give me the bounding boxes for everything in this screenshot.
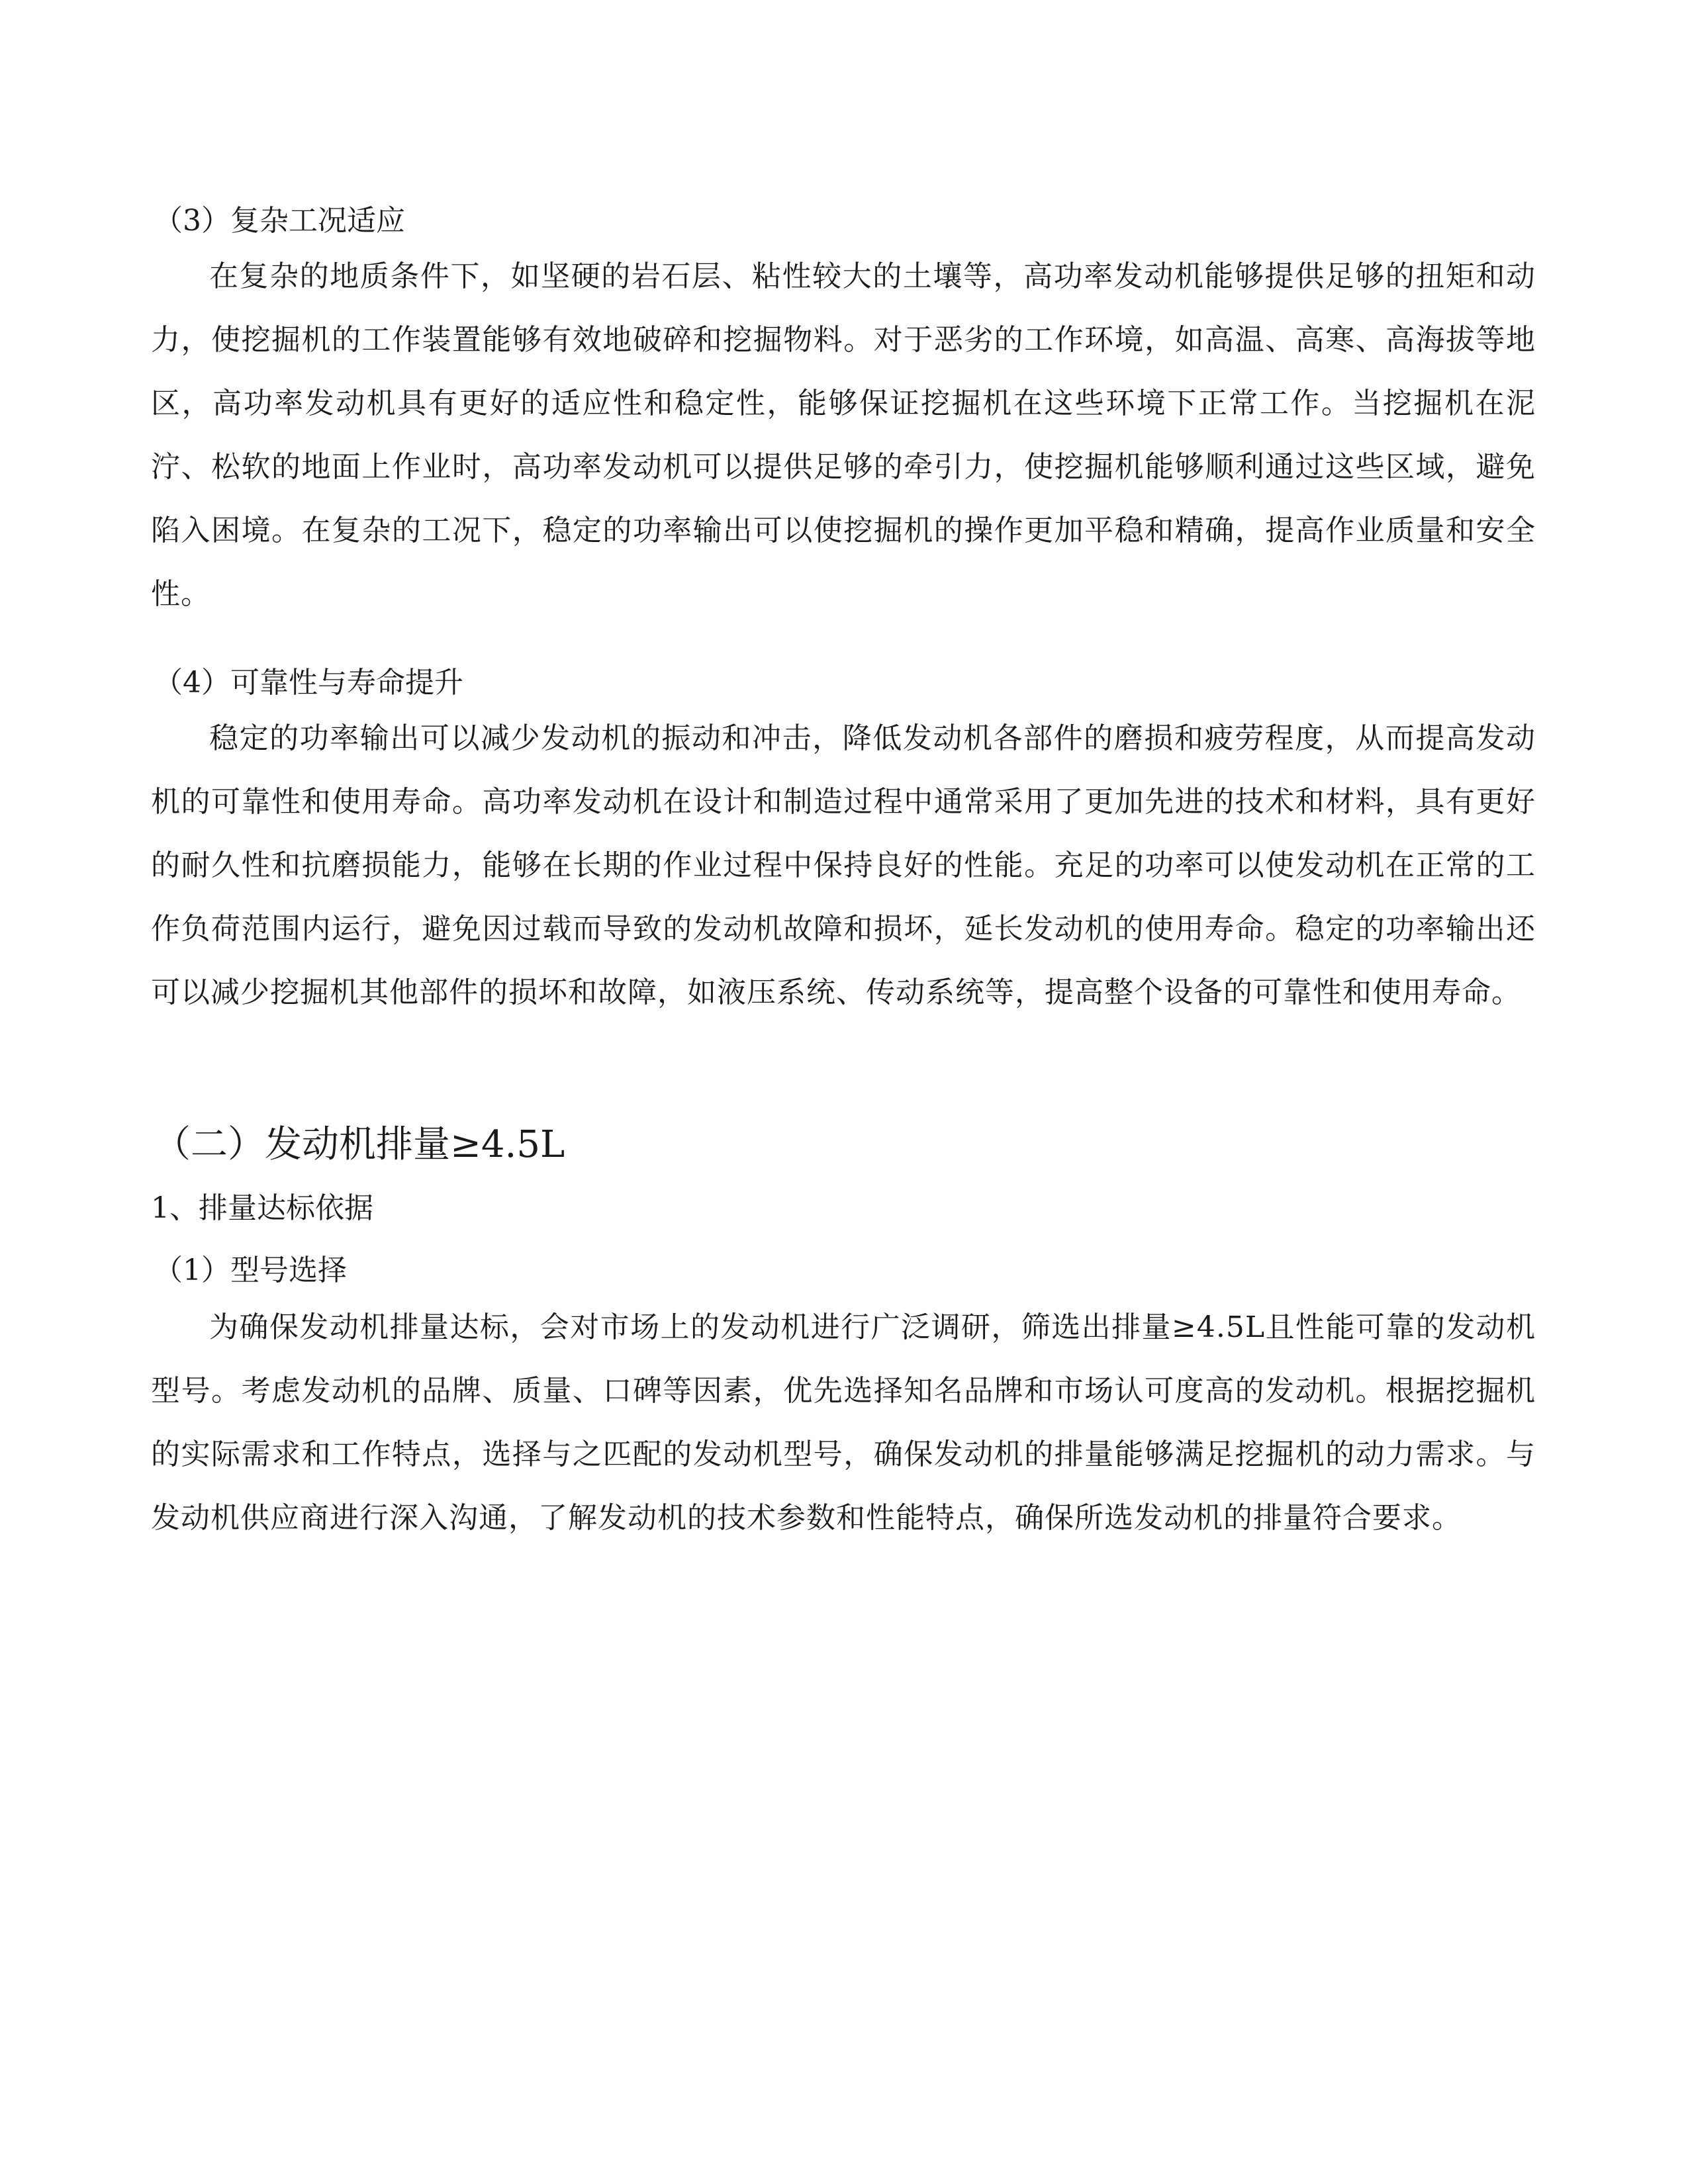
subsection-heading-displacement-basis: 1、排量达标依据 (151, 1191, 373, 1225)
section-heading-displacement: （二）发动机排量≥4.5L (154, 1123, 565, 1166)
paragraph-text: 在复杂的地质条件下，如坚硬的岩石层、粘性较大的土壤等，高功率发动机能够提供足够的扭矩和动力，使挖掘机的工作装置能够有效地破碎和挖掘物料。对于恶劣的工作环境，如高温、高寒、高海拔等地区，高功率发动机具有更好的适应性和稳定性，能够保证挖掘机在这些环境下正常工作。当挖掘机在泥泞、松软的地面上作业时，高功率发动机可以提供足够的牵引力，使挖掘机能够顺利通过这些区域，避免陷入困境。在复杂的工况下，稳定的功率输出可以使挖掘机的操作更加平稳和精确，提高作业质量和安全性。 (151, 259, 1536, 611)
heading-reliability-lifespan: （4）可靠性与寿命提升 (154, 666, 463, 700)
paragraph-reliability-lifespan (151, 707, 1536, 1088)
paragraph-text: 为确保发动机排量达标，会对市场上的发动机进行广泛调研，筛选出排量≥4.5L且性能可靠的发动机型号。考虑发动机的品牌、质量、口碑等因素，优先选择知名品牌和市场认可度高的发动机。根据挖掘机的实际需求和工作特点，选择与之匹配的发动机型号，确保发动机的排量能够满足挖掘机的动力需求。与发动机供应商进行深入沟通，了解发动机的技术参数和性能特点，确保所选发动机的排量符合要求。 (151, 1310, 1536, 1535)
heading-complex-conditions: （3）复杂工况适应 (154, 204, 405, 238)
paragraph-model-selection (151, 1296, 1536, 1614)
paragraph-text: 稳定的功率输出可以减少发动机的振动和冲击，降低发动机各部件的磨损和疲劳程度，从而提高发动机的可靠性和使用寿命。高功率发动机在设计和制造过程中通常采用了更加先进的技术和材料，具有更好的耐久性和抗磨损能力，能够在长期的作业过程中保持良好的性能。充足的功率可以使发动机在正常的工作负荷范围内运行，避免因过载而导致的发动机故障和损坏，延长发动机的使用寿命。稳定的功率输出还可以减少挖掘机其他部件的损坏和故障，如液压系统、传动系统等，提高整个设备的可靠性和使用寿命。 (151, 721, 1536, 1009)
paragraph-complex-conditions (151, 245, 1536, 626)
heading-model-selection: （1）型号选择 (154, 1253, 347, 1287)
